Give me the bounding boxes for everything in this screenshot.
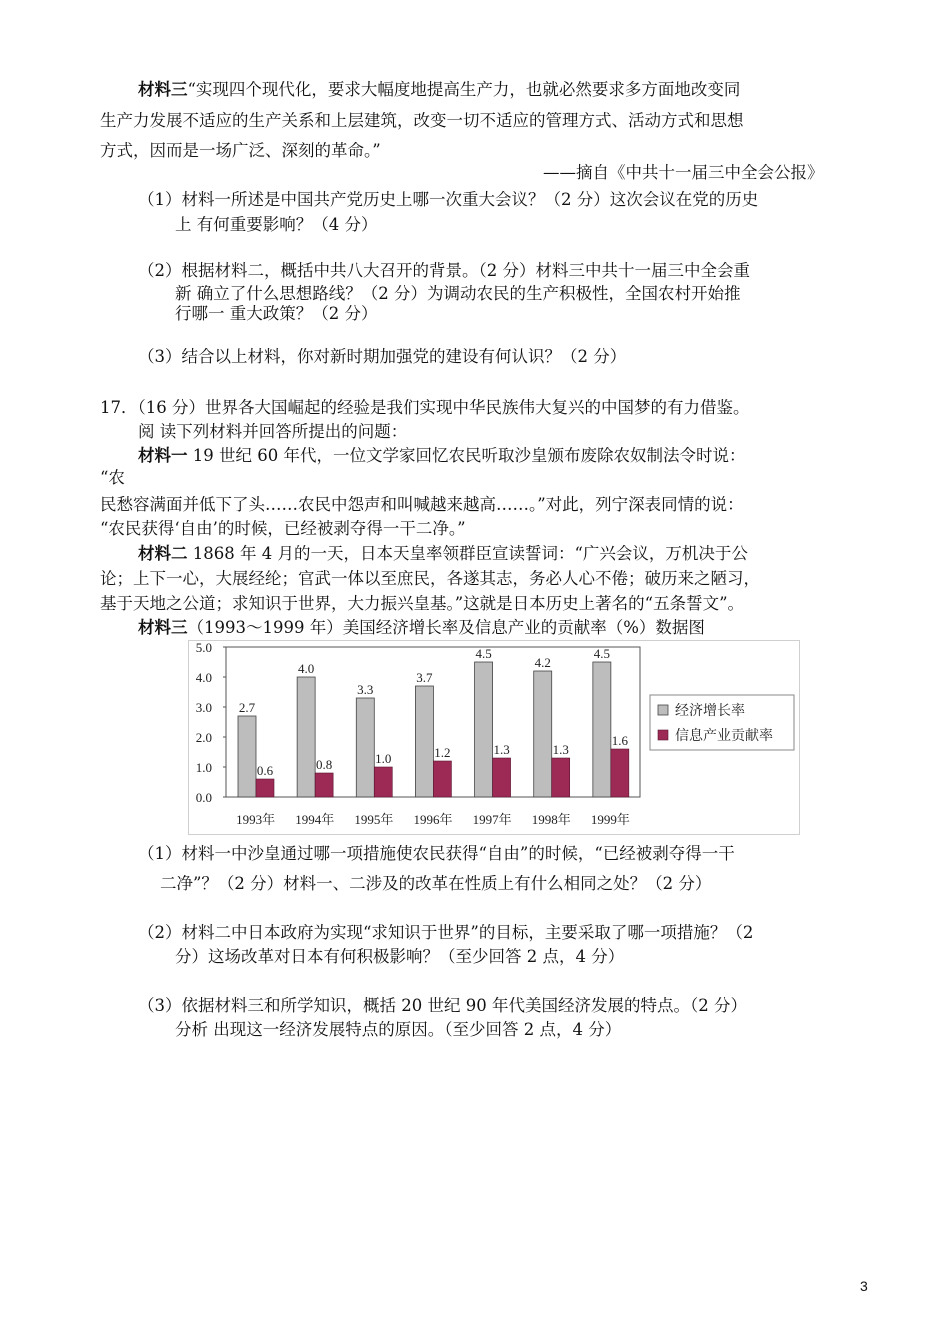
data-label-growth: 4.0 (298, 661, 315, 676)
bar-info-contribution (256, 779, 274, 797)
q17-intro-line-2: 阅 读下列材料并回答所提出的问题： (138, 422, 408, 441)
data-label-contribution: 1.3 (552, 742, 569, 757)
x-tick-label: 1998年 (531, 812, 571, 827)
data-label-growth: 4.5 (593, 646, 610, 661)
q17-m1-line-3: 民愁容满面并低下了头……农民中怨声和叫喊越来越高……。”对此，列宁深表同情的说： (100, 495, 744, 514)
bar-info-contribution (374, 767, 392, 797)
bar-growth-rate (415, 686, 433, 797)
q17-m1-line-2: “农 (100, 468, 125, 487)
data-label-contribution: 0.8 (316, 757, 333, 772)
data-label-growth: 4.5 (475, 646, 492, 661)
data-label-contribution: 1.0 (375, 751, 392, 766)
data-label-growth: 2.7 (238, 700, 256, 715)
data-label-growth: 3.3 (357, 682, 374, 697)
q16-1-line-1: （1）材料一所述是中国共产党历史上哪一次重大会议？（2 分）这次会议在党的历史 (138, 190, 759, 209)
m3-top-source: ——摘自《中共十一届三中全会公报》 (543, 163, 824, 182)
x-tick-label: 1995年 (354, 812, 394, 827)
q17-m2-line-3: 基于天地之公道；求知识于世界，大力振兴皇基。”这就是日本历史上著名的“五条誓文”。 (100, 594, 745, 613)
bar-info-contribution (552, 758, 570, 797)
bar-growth-rate (475, 662, 493, 797)
data-label-contribution: 1.6 (611, 733, 628, 748)
m3-top-line-2: 生产力发展不适应的生产关系和上层建筑，改变一切不适应的管理方式、活动方式和思想 (100, 111, 744, 130)
q17-m1-line-1 (138, 445, 745, 467)
x-tick-label: 1993年 (236, 812, 276, 827)
q16-2-line-2: 新 确立了什么思想路线？（2 分）为调动农民的生产积极性，全国农村开始推 (175, 284, 741, 303)
y-tick-label: 4.0 (195, 670, 212, 685)
m3-top-text-1: “实现四个现代化，要求大幅度地提高生产力，也就必然要求多方面地改变同 (187, 80, 741, 99)
q17-2-line-2: 分）这场改革对日本有何积极影响？（至少回答 2 点，4 分） (175, 947, 625, 966)
m3-top-line-1 (138, 79, 740, 101)
q17-m2-label: 材料二 (138, 544, 188, 563)
legend-label-contribution: 信息产业贡献率 (675, 728, 773, 744)
y-tick-label: 5.0 (195, 640, 212, 655)
legend-label-growth: 经济增长率 (675, 703, 745, 719)
q17-2-line-1: （2）材料二中日本政府为实现“求知识于世界”的目标，主要采取了哪一项措施？（2 (138, 923, 754, 942)
legend-swatch-growth (658, 705, 668, 715)
bar-growth-rate (534, 671, 552, 797)
q17-m3-title-line (138, 617, 705, 639)
q17-m1-label: 材料一 (138, 446, 188, 465)
q17-3-line-1: （3）依据材料三和所学知识，概括 20 世纪 90 年代美国经济发展的特点。（2 分） (138, 996, 747, 1015)
q17-m3-title: （1993～1999 年）美国经济增长率及信息产业的贡献率（%）数据图 (187, 618, 705, 637)
m3-top-line-3: 方式，因而是一场广泛、深刻的革命。” (100, 141, 381, 160)
m3-top-label: 材料三 (138, 80, 188, 99)
q16-1-line-2: 上 有何重要影响？（4 分） (175, 215, 378, 234)
q17-3-line-2: 分析 出现这一经济发展特点的原因。（至少回答 2 点，4 分） (175, 1020, 622, 1039)
y-tick-label: 3.0 (195, 700, 212, 715)
bar-info-contribution (611, 749, 629, 797)
bar-growth-rate (593, 662, 611, 797)
q17-intro-line-1: 17．（16 分）世界各大国崛起的经验是我们实现中华民族伟大复兴的中国梦的有力借鉴。 (100, 398, 750, 417)
q17-1-line-2: 二净”？（2 分）材料一、二涉及的改革在性质上有什么相同之处？（2 分） (160, 874, 712, 893)
bar-growth-rate (297, 677, 315, 797)
bar-info-contribution (433, 761, 451, 797)
data-label-growth: 3.7 (416, 670, 433, 685)
x-tick-label: 1999年 (590, 812, 630, 827)
q17-1-line-1: （1）材料一中沙皇通过哪一项措施使农民获得“自由”的时候，“已经被剥夺得一干 (138, 844, 735, 863)
q17-m3-label: 材料三 (138, 618, 188, 637)
q16-3-line-1: （3）结合以上材料，你对新时期加强党的建设有何认识？（2 分） (138, 347, 627, 366)
data-label-contribution: 0.6 (256, 763, 274, 778)
y-tick-label: 2.0 (195, 730, 212, 745)
q17-m2-line-1 (138, 543, 748, 565)
bar-info-contribution (315, 773, 333, 797)
q16-2-line-1: （2）根据材料二，概括中共八大召开的背景。（2 分）材料三中共十一届三中全会重 (138, 261, 750, 280)
bar-info-contribution (493, 758, 511, 797)
q16-2-line-3: 行哪一 重大政策？（2 分） (175, 304, 378, 323)
economy-bar-chart (188, 640, 800, 835)
data-label-contribution: 1.2 (434, 745, 451, 760)
y-tick-label: 0.0 (195, 790, 212, 805)
q17-m2-line-2: 论；上下一心，大展经纶；官武一体以至庶民，各遂其志，务必人心不倦；破历来之陋习， (100, 569, 760, 588)
q17-m1-text-1: 19 世纪 60 年代，一位文学家回忆农民听取沙皇颁布废除农奴制法令时说： (187, 446, 746, 465)
page-number: 3 (860, 1278, 868, 1294)
x-tick-label: 1997年 (472, 812, 512, 827)
bar-growth-rate (238, 716, 256, 797)
legend-swatch-contribution (658, 730, 668, 740)
data-label-contribution: 1.3 (493, 742, 510, 757)
q17-m1-line-4: “农民获得‘自由’的时候，已经被剥夺得一干二净。” (100, 519, 466, 538)
bar-growth-rate (356, 698, 374, 797)
q17-m2-text-1: 1868 年 4 月的一天，日本天皇率领群臣宣读誓词：“广兴会议，万机决于公 (187, 544, 748, 563)
x-tick-label: 1994年 (295, 812, 335, 827)
x-tick-label: 1996年 (413, 812, 453, 827)
data-label-growth: 4.2 (534, 655, 551, 670)
y-tick-label: 1.0 (195, 760, 212, 775)
